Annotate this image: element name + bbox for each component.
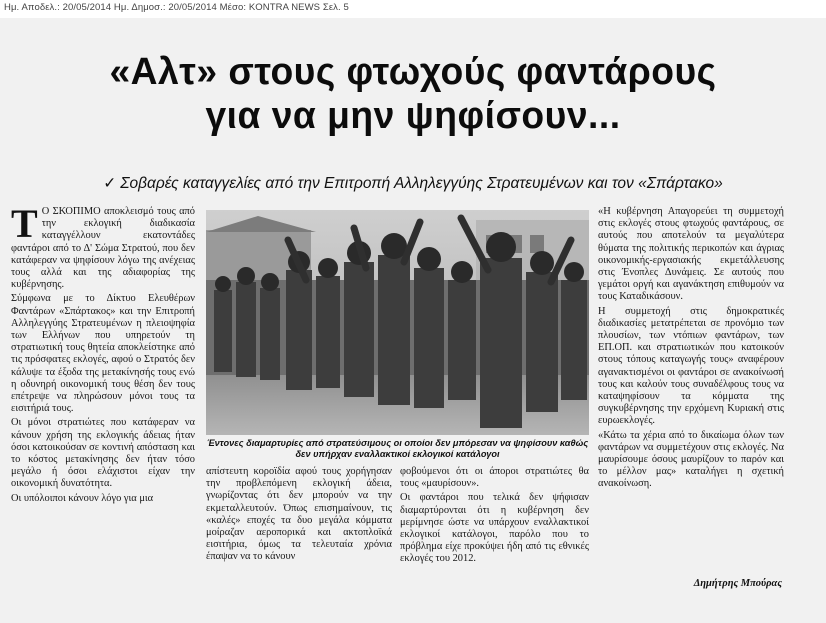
article-column-3 [400, 466, 589, 568]
soldiers-photo-image [206, 210, 589, 435]
checkmark-icon: ✓ [103, 175, 117, 192]
clipping-meta-line: Ημ. Αποδελ.: 20/05/2014 Ημ. Δημοσ.: 20/05/2014 Μέσο: KONTRA NEWS Σελ. 5 [4, 2, 349, 13]
article-paragraph: «Κάτω τα χέρια από το δικαίωμα όλων των φαντάρων να συμμετέχουν στις εκλογές. Να μαυρίσουμε όσους μαυρίζουν το παρόν και το μέλλον μας» καταλήγει η σχετική ανακοίνωση. [598, 429, 784, 490]
article-paragraph: «Η κυβέρνηση Απαγορεύει τη συμμετοχή στις εκλογές στους φτωχούς φαντάρους, σε αυτούς που αποτελούν τα μεγαλύτερα θύματα της πολιτικής περικοπών και άγριας οικονομικής-εργασιακής εκμετάλλευσης στις Ένοπλες Δυνάμεις. Σε αυτούς που γεμάτοι οργή και αγανάκτηση επιθυμούν να τους Καταδικάσουν. [598, 206, 784, 303]
drop-cap: Τ [11, 201, 38, 246]
article-paragraph: απίστευτη κοροϊδία αφού τους χορήγησαν την προβλεπόμενη εκλογική άδεια, γνωρίζοντας ότι δεν μπορούν να την εκμεταλλευτούν. Όπως επισημαίνουν, τις «καλές» εποχές τα δυο μεγάλα κόμματα μοίραζαν αεροπορικά και ακτοπλοϊκά εισιτήρια, όμως τα τελευταία χρόνια έπαψαν να το κάνουν [206, 466, 392, 563]
paragraph-text: Ο ΣΚΟΠΙΜΟ αποκλεισμό τους από την εκλογική διαδικασία καταγγέλλουν εκατοντάδες φαντάροι από το Δ' Σώμα Στρατού, που δεν κατάφεραν να ψηφίσουν λόγω της ανέχειας τους αλλά και της αδιαφορίας της κυβέρνησης. [11, 206, 195, 291]
article-paragraph: Οι μόνοι στρατιώτες που κατάφεραν να κάνουν χρήση της εκλογικής άδειας ήταν όσοι κατοικούσαν σε κοντινή απόσταση και το κόστος μετακίνησης δεν ήταν τόσο μεγάλο ή όσοι ελάχιστοι είχαν την οικονομική δυνατότητα. [11, 417, 195, 490]
subtitle-text: Σοβαρές καταγγελίες από την Επιτροπή Αλληλεγγύης Στρατευμένων και τον «Σπάρτακο» [120, 175, 723, 192]
author-byline: Δημήτρης Μπούρας [693, 578, 782, 589]
article-column-1 [11, 201, 195, 507]
article-paragraph: Η συμμετοχή στις δημοκρατικές διαδικασίες μετατρέπεται σε προνόμιο των πλουσίων, των ντόπιων φαντάρων, των ΕΠ.ΟΠ. και στρατιωτικών που κατοικούν στους τόπους καταγωγής τους» αναφέρουν αγανακτισμένοι οι φαντάροι σε ανακοίνωσή τους και καλούν τους συναδέλφους τους να καταψηφίσουν τα κόμματα της συγκυβέρνησης την ερχόμενη Κυριακή στις ευρωεκλογές. [598, 305, 784, 427]
article-paragraph [11, 201, 195, 291]
photo-caption: Έντονες διαμαρτυρίες από στρατεύσιμους οι οποίοι δεν μπόρεσαν να ψηφίσουν καθώς δεν υπήρχαν εναλλακτικοί εκλογικοί κατάλογοι [206, 438, 589, 459]
headline-line-1: «Αλτ» στους φτωχούς φαντάρους [109, 51, 717, 93]
article-column-2 [206, 466, 392, 566]
soldiers-photo [206, 210, 589, 435]
article-paragraph: Οι υπόλοιποι κάνουν λόγο για μια [11, 492, 154, 504]
headline-line-2: για να μην ψηφίσουν... [205, 95, 621, 137]
article-column-4 [598, 206, 784, 493]
article-paragraph: φοβούμενοι ότι οι άποροι στρατιώτες θα τους «μαυρίσουν». [400, 466, 589, 490]
subtitle [6, 174, 820, 193]
article-paragraph: Σύμφωνα με το Δίκτυο Ελευθέρων Φαντάρων «Σπάρτακος» και την Επιτροπή Αλληλεγγύης Στρατευμένων η πλειοψηφία των Ελλήνων που υπηρετούν τη στρατιωτική τους θητεία αποκλείστηκε από τις πρόσφατες εκλογές, αφού ο Στρατός δεν κάλυψε τα έξοδα της μετακίνησής τους ενώ η οδυνηρή οικονομική τους θέση δεν τους επέτρεψε να πληρώσουν μόνοι τους τα εισιτήριά τους. [11, 293, 195, 415]
article-paragraph: Οι φαντάροι που τελικά δεν ψήφισαν διαμαρτύρονται ότι η κυβέρνηση δεν μερίμνησε ώστε να υπάρχουν εναλλακτικοί εκλογικοί κατάλογοι, παρόλο που το πρόβλημα είχε προκύψει ήδη από τις εθνικές εκλογές του 2012. [400, 492, 589, 565]
